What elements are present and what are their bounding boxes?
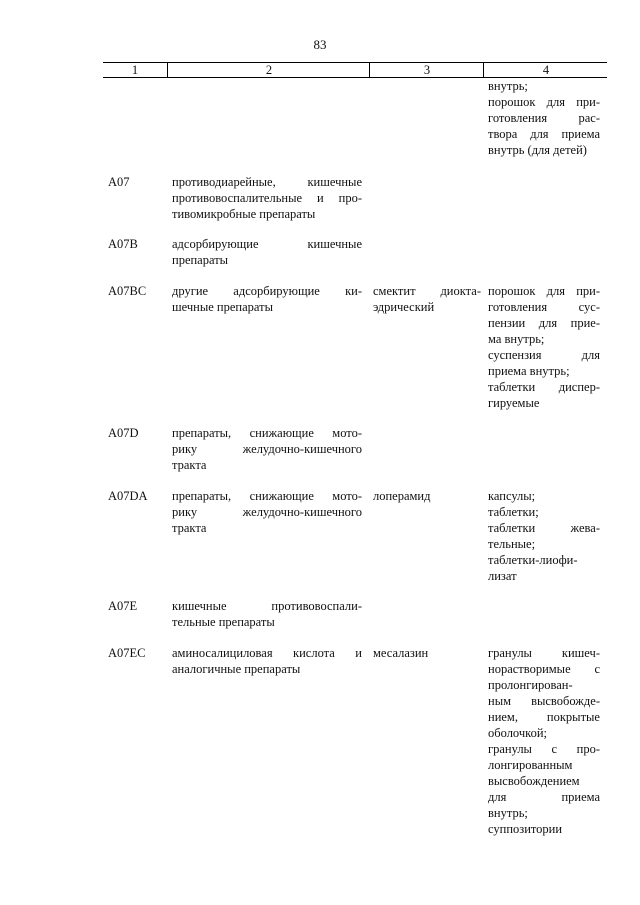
header-col-3: 3 bbox=[369, 63, 484, 77]
forms-line: лонгированным bbox=[488, 758, 573, 772]
forms-line: лизат bbox=[488, 569, 517, 583]
forms-line: порошок для при- bbox=[488, 95, 600, 109]
forms-line: таблетки-лиофи- bbox=[488, 553, 578, 567]
forms-line: твора для приема bbox=[488, 127, 600, 141]
forms-line: гранулы кишеч- bbox=[488, 646, 600, 660]
inn-cell bbox=[373, 645, 481, 661]
atc-code: A07DA bbox=[108, 489, 148, 503]
atc-code: A07E bbox=[108, 599, 138, 613]
forms-cell bbox=[488, 78, 600, 158]
inn-line: смектит диокта- bbox=[373, 284, 481, 298]
atc-code: A07 bbox=[108, 175, 130, 189]
name-line: шечные препараты bbox=[172, 300, 273, 314]
name-line: тивомикробные препараты bbox=[172, 207, 316, 221]
name-line: противодиарейные, кишечные bbox=[172, 175, 362, 189]
forms-cell bbox=[488, 283, 600, 411]
group-name bbox=[172, 283, 362, 315]
forms-line: внутрь; bbox=[488, 806, 528, 820]
name-line: препараты, снижающие мото- bbox=[172, 489, 362, 503]
name-line: аминосалициловая кислота и bbox=[172, 646, 362, 660]
forms-line: пролонгирован- bbox=[488, 678, 573, 692]
group-name bbox=[172, 174, 362, 222]
name-line: тракта bbox=[172, 521, 207, 535]
forms-line: готовления сус- bbox=[488, 300, 600, 314]
forms-line: таблетки; bbox=[488, 505, 539, 519]
forms-line: высвобождением bbox=[488, 774, 580, 788]
forms-line: внутрь (для детей) bbox=[488, 143, 587, 157]
group-name bbox=[172, 645, 362, 677]
inn-cell bbox=[373, 283, 481, 315]
forms-line: таблетки диспер- bbox=[488, 380, 600, 394]
inn-cell bbox=[373, 488, 481, 504]
forms-line: тельные; bbox=[488, 537, 536, 551]
name-line: тельные препараты bbox=[172, 615, 275, 629]
forms-line: порошок для при- bbox=[488, 284, 600, 298]
name-line: рику желудочно-кишечного bbox=[172, 442, 362, 456]
name-line: препараты bbox=[172, 253, 229, 267]
forms-cell bbox=[488, 645, 600, 837]
forms-cell bbox=[488, 488, 600, 584]
atc-code: A07EC bbox=[108, 646, 146, 660]
header-col-2: 2 bbox=[167, 63, 370, 77]
forms-line: пензии для прие- bbox=[488, 316, 600, 330]
table-header bbox=[103, 62, 607, 78]
forms-line: готовления рас- bbox=[488, 111, 600, 125]
atc-code: A07B bbox=[108, 237, 138, 251]
name-line: другие адсорбирующие ки- bbox=[172, 284, 362, 298]
forms-line: приема внутрь; bbox=[488, 364, 570, 378]
name-line: адсорбирующие кишечные bbox=[172, 237, 362, 251]
forms-line: для приема bbox=[488, 790, 600, 804]
forms-line: суппозитории bbox=[488, 822, 563, 836]
inn-line: эдрический bbox=[373, 300, 435, 314]
header-col-4: 4 bbox=[483, 63, 608, 77]
forms-line: внутрь; bbox=[488, 79, 528, 93]
inn-line: лоперамид bbox=[373, 489, 431, 503]
name-line: тракта bbox=[172, 458, 207, 472]
name-line: кишечные противовоспали- bbox=[172, 599, 362, 613]
name-line: препараты, снижающие мото- bbox=[172, 426, 362, 440]
group-name bbox=[172, 598, 362, 630]
forms-line: таблетки жева- bbox=[488, 521, 600, 535]
forms-line: ма внутрь; bbox=[488, 332, 545, 346]
atc-code: A07BC bbox=[108, 284, 147, 298]
page-number: 83 bbox=[313, 37, 327, 52]
atc-code: A07D bbox=[108, 426, 139, 440]
forms-line: капсулы; bbox=[488, 489, 536, 503]
forms-line: оболочкой; bbox=[488, 726, 547, 740]
header-col-1: 1 bbox=[131, 63, 139, 77]
forms-line: нием, покрытые bbox=[488, 710, 600, 724]
forms-line: суспензия для bbox=[488, 348, 600, 362]
group-name bbox=[172, 236, 362, 268]
forms-line: гируемые bbox=[488, 396, 540, 410]
name-line: противовоспалительные и про- bbox=[172, 191, 362, 205]
forms-line: норастворимые с bbox=[488, 662, 600, 676]
inn-line: месалазин bbox=[373, 646, 429, 660]
forms-line: ным высвобожде- bbox=[488, 694, 600, 708]
group-name bbox=[172, 425, 362, 473]
name-line: аналогичные препараты bbox=[172, 662, 301, 676]
name-line: рику желудочно-кишечного bbox=[172, 505, 362, 519]
forms-line: гранулы с про- bbox=[488, 742, 600, 756]
group-name bbox=[172, 488, 362, 536]
